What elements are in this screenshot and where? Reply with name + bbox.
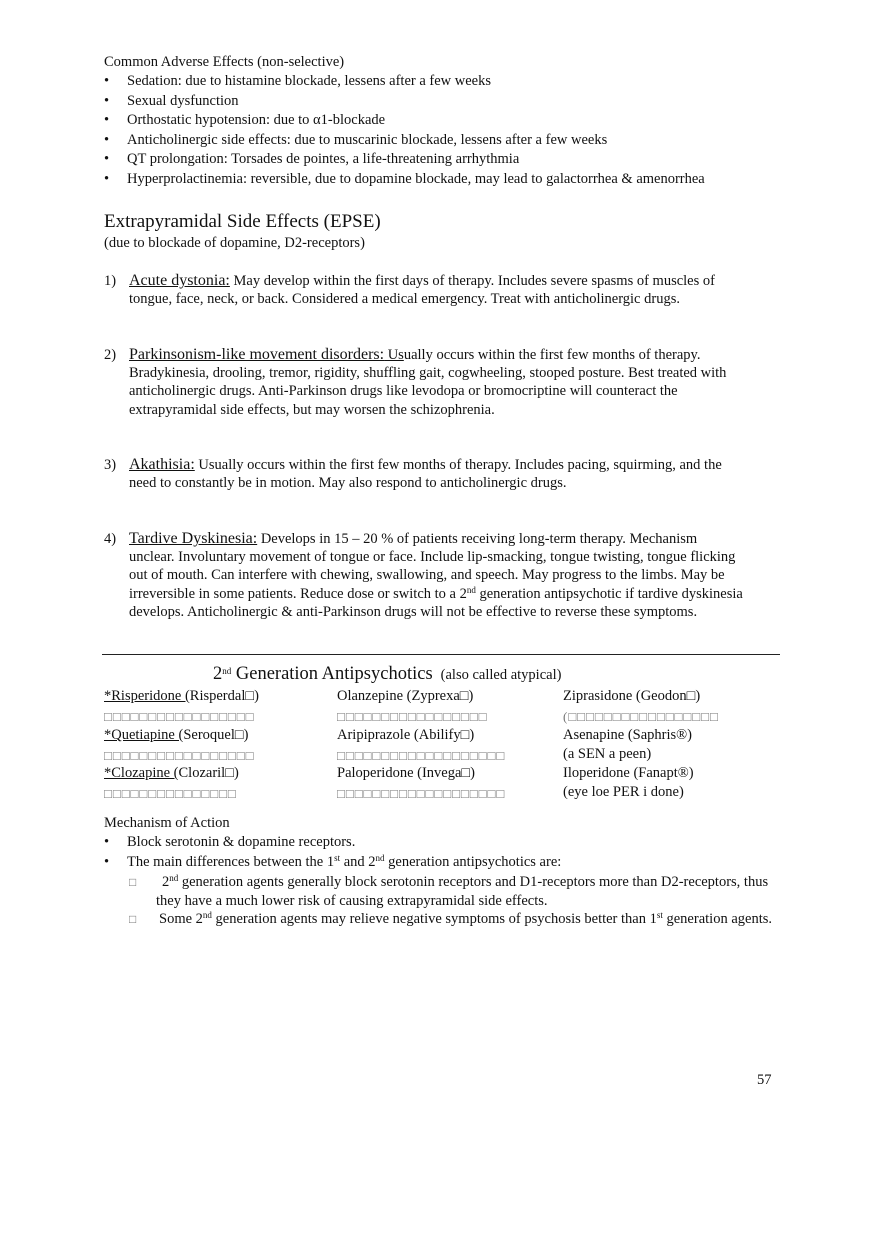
adverse-effects-section xyxy=(104,53,804,189)
superscript: nd xyxy=(169,873,179,883)
drug-brand: Paloperidone (Invega□) xyxy=(337,765,475,781)
list-item-text: QT prolongation: Torsades de pointes, a life-threatening arrhythmia xyxy=(127,151,520,167)
sub-list-item xyxy=(104,873,784,910)
list-item-text: Anticholinergic side effects: due to muscarinic blockade, lessens after a few weeks xyxy=(127,131,608,148)
superscript: nd xyxy=(466,584,476,595)
item-text: ually occurs within the first few months of therapy. Bradykinesia, drooling, tremor, rigidity, shuffling gait, cogwheeling, stooped posture. Best treated with anticholinergic drugs. Anti-Parkinson drugs like levodopa or bromocriptine will counteract the extrapyramidal side effects, but may worsen the schizophrenia. xyxy=(129,347,727,418)
list-item xyxy=(104,92,804,112)
drug-brand: Risperdal□) xyxy=(189,688,259,704)
list-item xyxy=(104,150,804,170)
list-item-text: generation antipsychotics are: xyxy=(384,853,562,870)
drug-paloperidone xyxy=(337,764,475,783)
epse-item-tardive-dyskinesia xyxy=(104,530,744,621)
epse-title: Extrapyramidal Side Effects (EPSE) xyxy=(104,211,381,232)
item-text: Usually occurs within the first few months of therapy. Includes pacing, squirming, and the need to constantly be in motion. May also respond to anticholinergic drugs. xyxy=(129,457,722,492)
sub-item-text: generation agents may relieve negative symptoms of psychosis better than 1 xyxy=(211,911,657,927)
drug-generic-name: *Quetiapine ( xyxy=(104,727,184,743)
drug-pronunciation: □□□□□□□□□□□□□□□□□ xyxy=(104,748,255,763)
page-number: 57 xyxy=(757,1072,772,1088)
drug-ziprasidone xyxy=(563,687,700,706)
sub-item-text: generation agents generally block serotonin receptors and D1-receptors more than D2-receptors, thus they have a much lower risk of causing extrapyramidal side effects. xyxy=(156,874,769,909)
drug-pronunciation: □□□□□□□□□□□□□□□□□□□ xyxy=(337,786,506,801)
title-text: 2 xyxy=(213,664,223,684)
superscript: nd xyxy=(202,910,212,920)
list-item xyxy=(104,853,784,873)
drug-pronunciation: (□□□□□□□□□□□□□□□□□ xyxy=(563,709,719,724)
list-item-text: Hyperprolactinemia: reversible, due to dopamine blockade, may lead to galactorrhea & amenorrhea xyxy=(127,170,705,187)
superscript: st xyxy=(656,910,663,920)
sub-item-text: Some 2 xyxy=(159,911,203,927)
drug-aripiprazole xyxy=(337,726,474,745)
list-item xyxy=(104,170,804,190)
sub-list-item xyxy=(104,910,784,929)
title-text-continued: Generation Antipsychotics xyxy=(231,664,433,684)
drug-pronunciation: (a SEN a peen) xyxy=(563,746,652,762)
drug-clozapine xyxy=(104,764,239,783)
drug-iloperidone xyxy=(563,764,694,783)
drug-olanzepine xyxy=(337,687,473,706)
drug-generic-name: *Clozapine ( xyxy=(104,765,179,781)
adverse-effects-heading: Common Adverse Effects (non-selective) xyxy=(104,54,345,70)
item-number: 3) xyxy=(104,457,117,473)
list-item xyxy=(104,131,804,151)
epse-item-acute-dystonia xyxy=(104,272,744,308)
list-item xyxy=(104,111,804,131)
bullet-icon: • xyxy=(104,834,110,850)
list-item-text: Orthostatic hypotension: due to α1-blockade xyxy=(127,112,386,128)
sub-item-text: 2 xyxy=(162,874,170,890)
item-lead: Tardive Dyskinesia: xyxy=(129,530,258,547)
item-lead: Akathisia: xyxy=(129,456,195,473)
item-number: 2) xyxy=(104,347,117,363)
bullet-icon: • xyxy=(104,853,110,870)
mechanism-section xyxy=(104,814,784,929)
list-item xyxy=(104,833,784,853)
section-divider xyxy=(102,654,780,655)
superscript: st xyxy=(334,852,341,863)
drug-brand: Asenapine (Saphris®) xyxy=(563,727,692,743)
list-item-text: The main differences between the 1 xyxy=(127,853,335,870)
drug-generic-name: *Risperidone ( xyxy=(104,688,190,704)
title-note: (also called atypical) xyxy=(440,667,562,683)
list-item-text: Block serotonin & dopamine receptors. xyxy=(127,834,356,850)
drug-quetiapine xyxy=(104,726,248,745)
bullet-icon: • xyxy=(104,73,110,89)
drug-pronunciation: □□□□□□□□□□□□□□□□□ xyxy=(337,709,488,724)
checkbox-marker-icon: □ xyxy=(129,912,137,926)
epse-subtitle: (due to blockade of dopamine, D2-receptors) xyxy=(104,235,365,251)
bullet-icon: • xyxy=(104,151,110,167)
list-item-text: Sedation: due to histamine blockade, lessens after a few weeks xyxy=(127,73,491,89)
item-text: Develops in 15 – 20 % of patients receiving long-term therapy. Mechanism unclear. Involuntary movement of tongue or face. Include lip-smacking, tongue twisting, tongue flicking out of mouth. Can interfere with chewing, swallowing, and speech. May progress to the limbs. May be irreversible in some patients. Reduce dose or switch to a 2 xyxy=(129,531,736,602)
list-item xyxy=(104,72,804,92)
drug-brand: Seroquel□) xyxy=(183,727,249,743)
drug-asenapine xyxy=(563,726,692,745)
sub-item-text: generation agents. xyxy=(662,911,772,927)
drug-pronunciation: □□□□□□□□□□□□□□□ xyxy=(104,786,237,801)
item-lead-continued: Us xyxy=(384,347,404,363)
item-text: May develop within the first days of therapy. Includes severe spasms of muscles of tongue, face, neck, or back. Considered a medical emergency. Treat with anticholinergic drugs. xyxy=(129,273,715,308)
drug-brand: Clozaril□) xyxy=(178,765,239,781)
list-item-text: Sexual dysfunction xyxy=(127,92,239,109)
superscript: nd xyxy=(222,666,232,676)
drug-pronunciation: □□□□□□□□□□□□□□□□□□□ xyxy=(337,748,506,763)
drug-pronunciation: (eye loe PER i done) xyxy=(563,784,684,800)
item-number: 1) xyxy=(104,273,117,289)
drug-brand: Aripiprazole (Abilify□) xyxy=(337,727,475,743)
bullet-icon: • xyxy=(104,170,110,187)
item-text-continued: generation antipsychotic if tardive dyskinesia develops. Anticholinergic & anti-Parkinson drugs will not be effective to reverse these symptoms. xyxy=(129,585,743,620)
item-lead: Acute dystonia: xyxy=(129,272,230,289)
second-gen-title xyxy=(213,664,561,685)
mechanism-heading: Mechanism of Action xyxy=(104,815,230,831)
list-item-text: and 2 xyxy=(340,853,376,870)
bullet-icon: • xyxy=(104,131,110,148)
bullet-icon: • xyxy=(104,92,110,109)
drug-risperidone xyxy=(104,687,259,706)
item-lead: Parkinsonism-like movement disorders: xyxy=(129,346,385,363)
bullet-icon: • xyxy=(104,112,110,128)
checkbox-marker-icon: □ xyxy=(129,875,137,889)
epse-item-akathisia xyxy=(104,456,744,492)
item-number: 4) xyxy=(104,531,117,547)
superscript: nd xyxy=(375,852,385,863)
drug-pronunciation: □□□□□□□□□□□□□□□□□ xyxy=(104,709,255,724)
drug-brand: Olanzepine (Zyprexa□) xyxy=(337,688,474,704)
drug-brand: Ziprasidone (Geodon□) xyxy=(563,688,701,704)
drug-brand: Iloperidone (Fanapt®) xyxy=(563,765,694,781)
epse-item-parkinsonism xyxy=(104,346,744,419)
